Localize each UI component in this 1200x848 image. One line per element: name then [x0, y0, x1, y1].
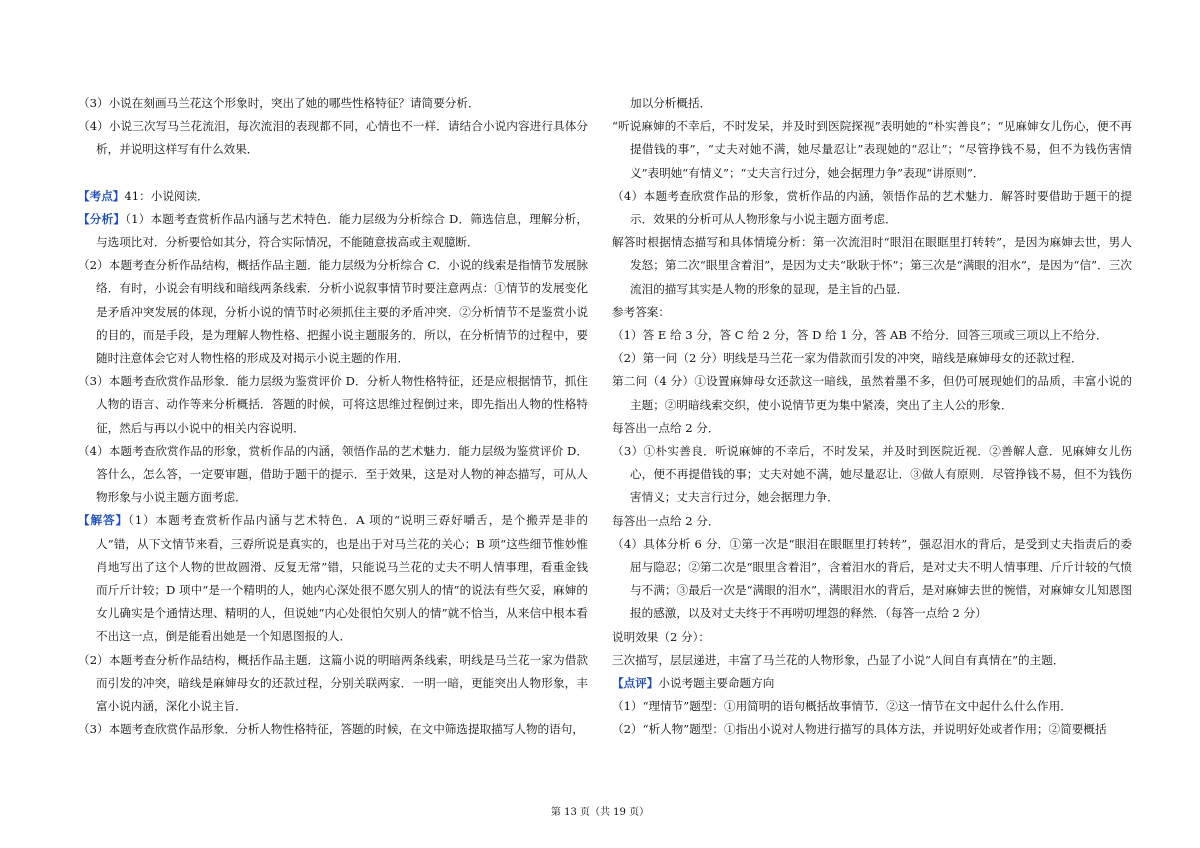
answer-2b: 第二问（4 分）①设置麻婶母女还款这一暗线，虽然着墨不多，但仍可展现她们的品质，丰富小说的主题；②明暗线索交织，使小说情节更为集中紧凑，突出了主人公的形象．: [612, 374, 1132, 412]
jieda-tag: 【解答】: [78, 513, 129, 528]
fenxi-3: （3）本题考查欣赏作品形象．能力层级为鉴赏评价 D．分析人物性格特征，还是应根据情节，抓住人物的语言、动作等来分析概括．答题的时候，可将这思维过程倒过来，即先指出人物的性格特征，然后与再以小说中的相关内容说明．: [78, 374, 588, 435]
answer-4b: 说明效果（2 分）：: [612, 629, 711, 644]
right-column: [612, 92, 1132, 742]
question-4: （4）小说三次写马兰花流泪，每次流泪的表现都不同，心情也不一样．请结合小说内容进行具体分析，并说明这样写有什么效果．: [78, 119, 588, 157]
continued-line: 加以分析概括．: [630, 96, 712, 110]
analysis-paragraph-2: （4）本题考查欣赏作品的形象，赏析作品的内涵，领悟作品的艺术魅力．解答时要借助于题干的提示．效果的分析可从人物形象与小说主题方面考虑．: [612, 188, 1132, 227]
answer-4: （4）具体分析 6 分．①第一次是“眼泪在眼眶里打转转”，强忍泪水的背后，是受到丈夫指责后的委屈与隐忍；②第二次是“眼里含着泪”，含着泪水的背后，是对丈夫不明人情事理、斤斤计较的气愤与不满；③最后一次是“满眼的泪水”，满眼泪水的背后，是对麻婶去世的惋惜，对麻婶女儿知恩图报的感激，以及对丈夫终于不再唠叨埋怨的释然．（每答一点给 2 分）: [612, 536, 1132, 621]
page-footer: 第 13 页（共 19 页）: [550, 807, 650, 818]
answer-3b: 每答出一点给 2 分．: [612, 513, 720, 528]
fenxi-1-text: （1）本题考查赏析作品内涵与艺术特色．能力层级为分析综合 D．筛选信息，理解分析，与选项比对．分析要恰如其分，符合实际情况，不能随意拔高或主观臆断．: [96, 211, 588, 250]
jieda-1: [78, 509, 588, 648]
answer-title: 参考答案：: [612, 304, 670, 319]
left-column: [78, 92, 588, 741]
fenxi-2: （2）本题考查分析作品结构，概括作品主题．能力层级为分析综合 C．小说的线索是指情节发展脉络．有时，小说会有明线和暗线两条线索．分析小说叙事情节时要注意两点：①情节的发展变化是矛盾冲突发展的体现，分析小说的情节时必须抓住主要的矛盾冲突．②分析情节不是鉴赏小说的目的，而是手段，是为理解人物性格、把握小说主题服务的．所以，在分析情节的过程中，要随时注意体会它对人物性格的形成及对揭示小说主题的作用．: [78, 258, 588, 366]
question-3: （3）小说在刻画马兰花这个形象时，突出了她的哪些性格特征？请简要分析．: [78, 96, 480, 110]
analysis-paragraph-1: “听说麻婶的不幸后，不时发呆，并及时到医院探视”表明她的“朴实善良”；“见麻婶女儿伤心，便不再提借钱的事”，“丈夫对她不满，她尽量忍让”表现她的“忍让”；“尽管挣钱不易，但不为钱伤害情义”表明她“有情义”；“丈夫言行过分，她会据理力争”表现“讲原则”．: [612, 119, 1132, 180]
dianping-text: 小说考题主要命题方向: [658, 676, 775, 691]
answer-2: （2）第一问（2 分）明线是马兰花一家为借款而引发的冲突，暗线是麻婶母女的还款过程．: [612, 351, 1083, 366]
fenxi-4: （4）本题考查欣赏作品的形象，赏析作品的内涵，领悟作品的艺术魅力．能力层级为鉴赏评价 D．答什么，怎么答，一定要审题，借助于题干的提示．至于效果，这是对人物的神态描写，可从人物形象与小说主题方面考虑．: [78, 443, 588, 505]
answer-2c: 每答出一点给 2 分．: [612, 420, 720, 435]
answer-3: （3）①朴实善良．听说麻婶的不幸后，不时发呆，并及时到医院近视．②善解人意．见麻婶女儿伤心，便不再提借钱的事；丈夫对她不满，她尽量忍让．③做人有原则．尽管挣钱不易，但不为钱伤害情义；丈夫言行过分，她会据理力争．: [612, 444, 1132, 505]
answer-1: （1）答 E 给 3 分，答 C 给 2 分，答 D 给 1 分，答 AB 不给分．回答三项或三项以上不给分．: [612, 328, 1108, 343]
fenxi-1: [78, 208, 588, 254]
jieda-1-text: （1）本题考查赏析作品内涵与艺术特色．A 项的“说明三孬好嚼舌，是个搬弄是非的人”错，从下文情节来看，三孬所说是真实的，也是出于对马兰花的关心；B 项“这些细节惟妙惟肖地写出了这个人物的世故圆滑、反复无常”错，只能说马兰花的丈夫不明人情事理，看重金钱而斤斤计较；D 项中“是一个精明的人，她内心深处很不愿欠别人的情”的说法有些欠妥，麻婶的女儿确实是个通情达理、精明的人，但说她“内心处很怕欠别人的情”就不恰当，从来信中根本看不出这一点，倒是能看出她是一个知恩图报的人．: [96, 513, 588, 644]
dianping-2: （2）“析人物”题型：①指出小说对人物进行描写的具体方法，并说明好处或者作用；②简要概括: [612, 722, 1107, 737]
dianping: [612, 672, 1132, 695]
kaodian-tag: 【考点】: [78, 188, 125, 203]
fenxi-tag: 【分析】: [78, 211, 126, 226]
dianping-1: （1）“理情节”题型：①用简明的语句概括故事情节．②这一情节在文中起什么什么作用．: [612, 699, 1072, 714]
kaodian-text: 41：小说阅读．: [124, 188, 209, 203]
spacer: [78, 162, 588, 185]
jieda-2: （2）本题考查分析作品结构，概括作品主题．这篇小说的明暗两条线索，明线是马兰花一家为借款而引发的冲突，暗线是麻婶母女的还款过程，分别关联两家．一明一暗，更能突出人物形象，丰富小说内涵，深化小说主旨．: [78, 652, 588, 714]
dianping-tag: 【点评】: [612, 676, 659, 691]
analysis-paragraph-3: 解答时根据情态描写和具体情境分析：第一次流泪时“眼泪在眼眶里打转转”，是因为麻婶去世，男人发怒；第二次“眼里含着泪”，是因为丈夫“耿耿于怀”；第三次是“满眼的泪水”，是因为“信”．三次流泪的描写其实是人物的形象的显现，是主旨的凸显．: [612, 235, 1132, 296]
answer-4c: 三次描写，层层递进，丰富了马兰花的人物形象，凸显了小说“人间自有真情在”的主题．: [612, 652, 1065, 667]
kaodian: [78, 185, 588, 208]
jieda-3: （3）本题考查欣赏作品形象．分析人物性格特征，答题的时候，在文中筛选提取描写人物的语句，: [78, 722, 584, 737]
